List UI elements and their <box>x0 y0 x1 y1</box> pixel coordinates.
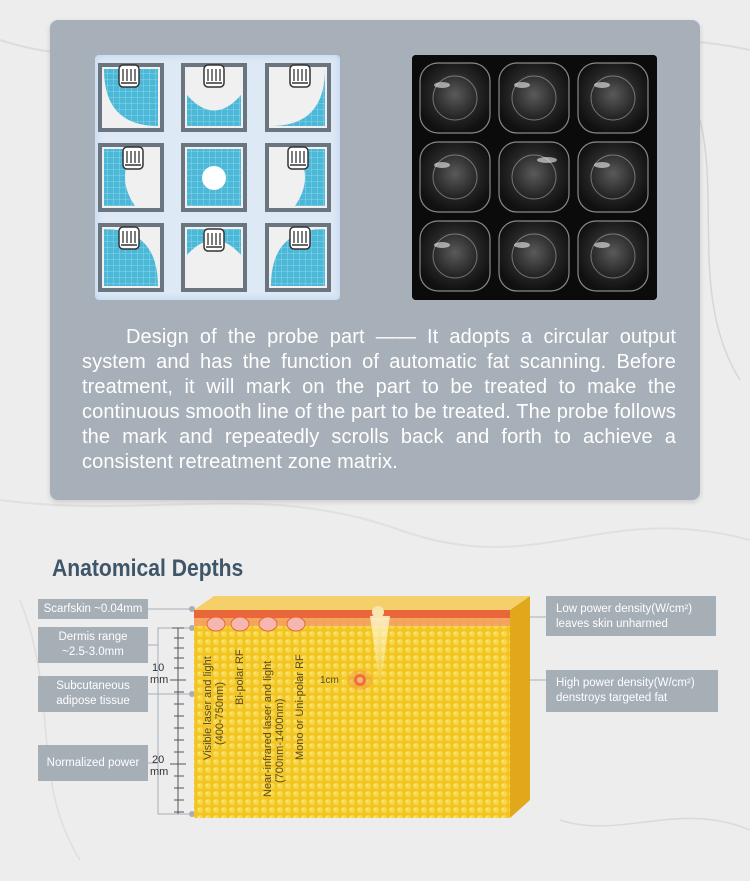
anatomical-depths-title: Anatomical Depths <box>52 555 244 582</box>
near-infrared-label: Near-infrared laser and light <box>262 660 274 797</box>
scale-20: 20 <box>152 754 165 766</box>
low-power-label: Low power density(W/cm²) leaves skin unharmed <box>546 596 716 636</box>
scarfskin-label: Scarfskin ~0.04mm <box>38 599 148 619</box>
scale-10: 10 <box>152 662 165 674</box>
near-infrared-range: (700nm-1400nm) <box>274 698 286 783</box>
normalized-power-label: Normalized power <box>38 745 148 781</box>
probe-description: Design of the probe part —— It adopts a circular output system and has the function of automatic fat scanning. Before treatment, it will mark on the part to be treated to make the continuous smooth line of the part to be treated. The probe follows the mark and repeatedly scrolls back and forth to achieve a consistent retreatment zone matrix. <box>82 326 676 473</box>
high-power-label: High power density(W/cm²) denstroys targeted fat <box>546 670 718 712</box>
mono-rf-label: Mono or Uni-polar RF <box>294 654 306 760</box>
dermis-label: Dermis range ~2.5-3.0mm <box>38 627 148 663</box>
visible-laser-label: Visible laser and light <box>202 656 214 760</box>
bipolar-rf-label: Bi-polar RF <box>234 649 246 705</box>
visible-laser-range: (400-750nm) <box>214 682 226 745</box>
focus-depth-label: 1cm <box>320 675 339 686</box>
scale-20-unit: mm <box>150 766 169 778</box>
adipose-label: Subcutaneous adipose tissue <box>38 676 148 712</box>
tissue-block <box>180 590 540 825</box>
scale-10-unit: mm <box>150 674 169 686</box>
